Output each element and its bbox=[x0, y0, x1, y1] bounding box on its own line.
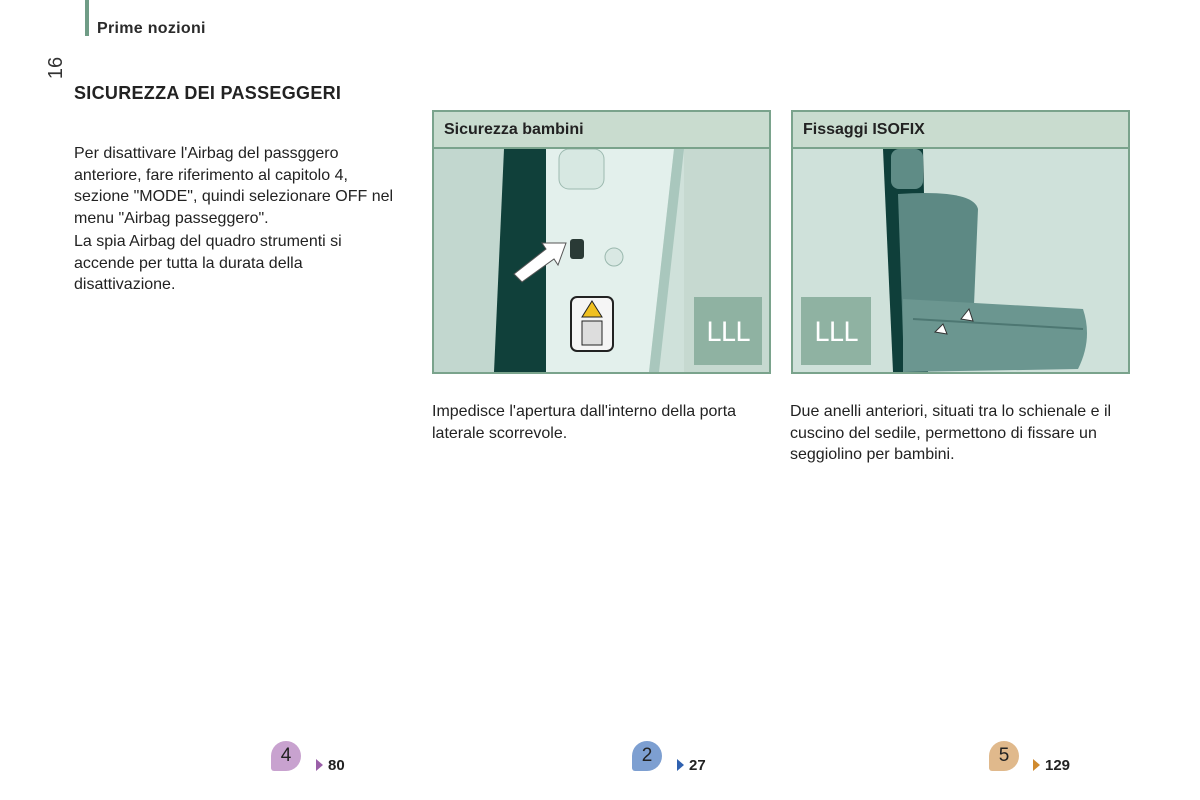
isofix-caption: Due anelli anteriori, situati tra lo schienale e il cuscino del sedile, permettono di fissare un seggiolino per bambini. bbox=[790, 403, 1112, 463]
arrow-right-icon bbox=[677, 759, 684, 771]
page-ref-129[interactable] bbox=[1033, 757, 1070, 774]
isofix-illustration bbox=[793, 149, 1128, 372]
arrow-right-icon bbox=[1033, 759, 1040, 771]
child-lock-caption: Impedisce l'apertura dall'interno della porta laterale scorrevole. bbox=[432, 403, 737, 442]
svg-text:ᒪᒪᒪ: ᒪᒪᒪ bbox=[814, 318, 858, 348]
page-ref-80[interactable] bbox=[316, 757, 345, 774]
page-title: SICUREZZA DEI PASSEGGERI bbox=[74, 83, 342, 103]
isofix-panel-title: Fissaggi ISOFIX bbox=[793, 112, 1128, 149]
svg-text:ᒪᒪᒪ: ᒪᒪᒪ bbox=[706, 318, 750, 348]
intro-text-2: La spia Airbag del quadro strumenti si accende per tutta la durata della disattivazione. bbox=[74, 233, 342, 293]
intro-paragraph-1 bbox=[74, 143, 404, 229]
header-rule bbox=[85, 0, 89, 36]
chapter-badge-4: 4 bbox=[271, 741, 301, 771]
page-ref-27[interactable] bbox=[677, 757, 706, 774]
page-number: 16 bbox=[45, 56, 67, 80]
page-ref-number: 27 bbox=[689, 757, 706, 774]
chapter-badge-2: 2 bbox=[632, 741, 662, 771]
isofix-panel bbox=[791, 110, 1130, 374]
child-lock-panel bbox=[432, 110, 771, 374]
child-lock-panel-title: Sicurezza bambini bbox=[434, 112, 769, 149]
intro-paragraph-2 bbox=[74, 231, 404, 296]
chapter-badge-5: 5 bbox=[989, 741, 1019, 771]
child-lock-illustration bbox=[434, 149, 769, 372]
page-ref-number: 129 bbox=[1045, 757, 1071, 774]
page-ref-number: 80 bbox=[328, 757, 345, 774]
section-title: Prime nozioni bbox=[97, 20, 206, 37]
arrow-right-icon bbox=[316, 759, 323, 771]
intro-text-1: Per disattivare l'Airbag del passggero anteriore, fare riferimento al capitolo 4, sezione "MODE", quindi selezionare OFF nel menu "Airbag passeggero". bbox=[74, 145, 394, 227]
